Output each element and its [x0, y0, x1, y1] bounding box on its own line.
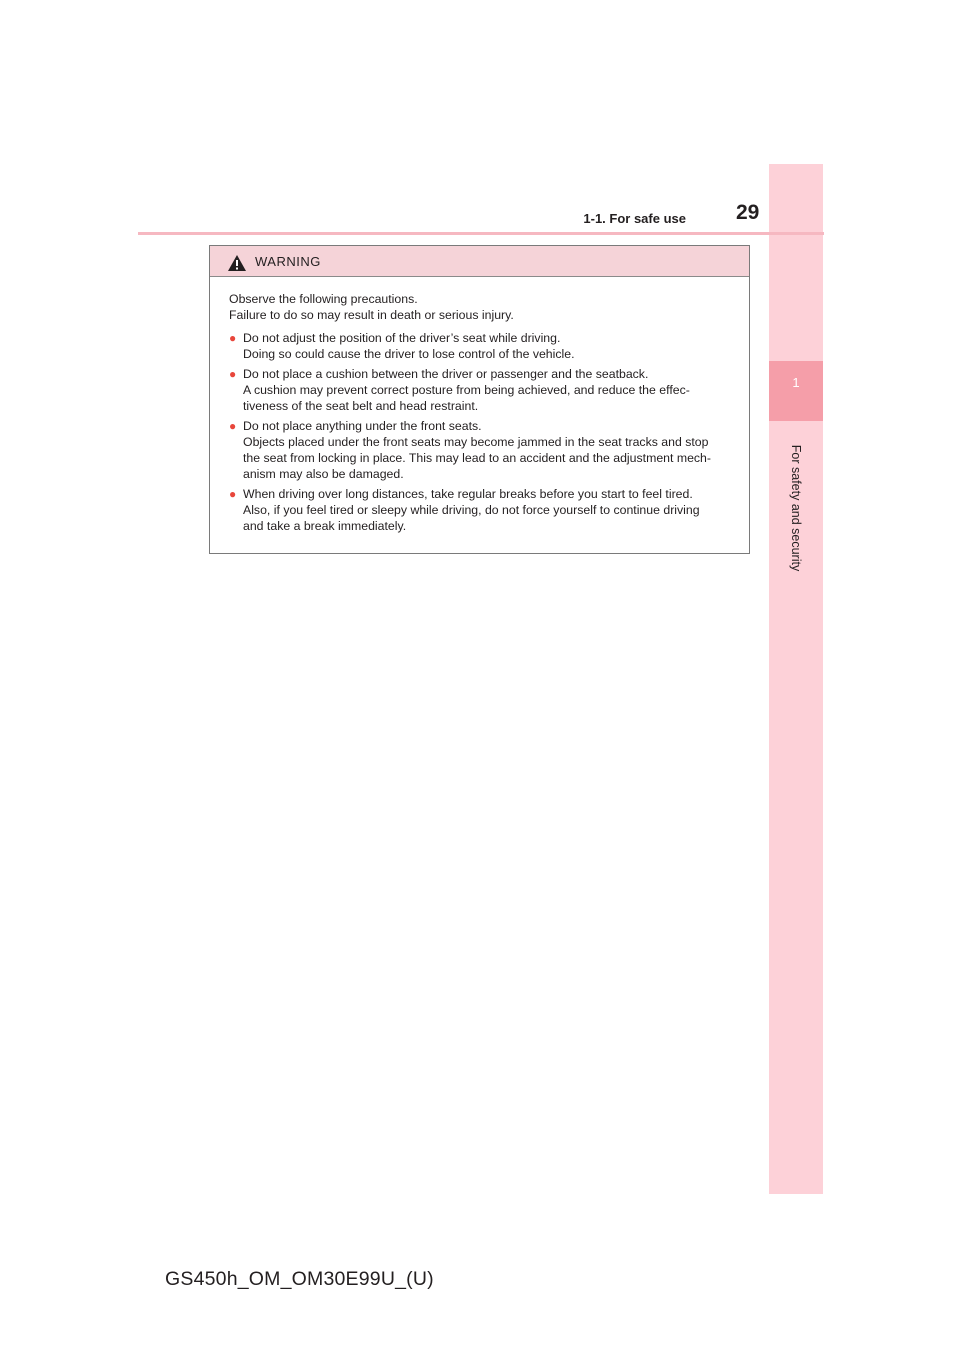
page-number: 29 — [736, 201, 760, 224]
warning-bullet-item — [229, 418, 742, 482]
bullet-line: and take a break immediately. — [243, 519, 407, 533]
chapter-label-tab — [769, 435, 823, 580]
bullet-line: Do not place a cushion between the driver or passenger and the seatback. — [243, 367, 649, 381]
bullet-dot-icon: ● — [229, 419, 237, 433]
document-code: GS450h_OM_OM30E99U_(U) — [165, 1268, 434, 1290]
bullet-line: anism may also be damaged. — [243, 467, 404, 481]
bullet-line: the seat from locking in place. This may lead to an accident and the adjustment mech- — [243, 451, 711, 465]
chapter-number-tab[interactable] — [769, 361, 823, 421]
warning-bullet-item — [229, 330, 742, 362]
chapter-label: For safety and security — [789, 444, 803, 571]
warning-bullet-item — [229, 486, 742, 534]
header-rule — [138, 232, 824, 235]
warning-box — [209, 245, 750, 554]
warning-intro-line: Observe the following precautions. — [229, 292, 418, 306]
bullet-line: A cushion may prevent correct posture from being achieved, and reduce the effec- — [243, 383, 690, 397]
bullet-dot-icon: ● — [229, 487, 237, 501]
warning-bullet-list — [229, 330, 742, 534]
chapter-side-tab — [769, 164, 823, 1194]
bullet-line: tiveness of the seat belt and head restraint. — [243, 399, 479, 413]
chapter-number: 1 — [792, 375, 800, 390]
bullet-dot-icon: ● — [229, 331, 237, 345]
warning-bullet-item — [229, 366, 742, 414]
bullet-dot-icon: ● — [229, 367, 237, 381]
warning-title: WARNING — [255, 254, 321, 269]
bullet-line: Also, if you feel tired or sleepy while driving, do not force yourself to continue driving — [243, 503, 700, 517]
warning-body — [210, 277, 749, 534]
warning-triangle-icon — [227, 254, 247, 272]
bullet-line: When driving over long distances, take regular breaks before you start to feel tired. — [243, 487, 693, 501]
warning-intro-line: Failure to do so may result in death or serious injury. — [229, 308, 514, 322]
bullet-line: Do not place anything under the front seats. — [243, 419, 482, 433]
bullet-line: Objects placed under the front seats may become jammed in the seat tracks and stop — [243, 435, 709, 449]
warning-header — [210, 246, 749, 277]
section-title: 1-1. For safe use — [583, 211, 686, 226]
bullet-line: Doing so could cause the driver to lose control of the vehicle. — [243, 347, 575, 361]
bullet-line: Do not adjust the position of the driver’s seat while driving. — [243, 331, 561, 345]
